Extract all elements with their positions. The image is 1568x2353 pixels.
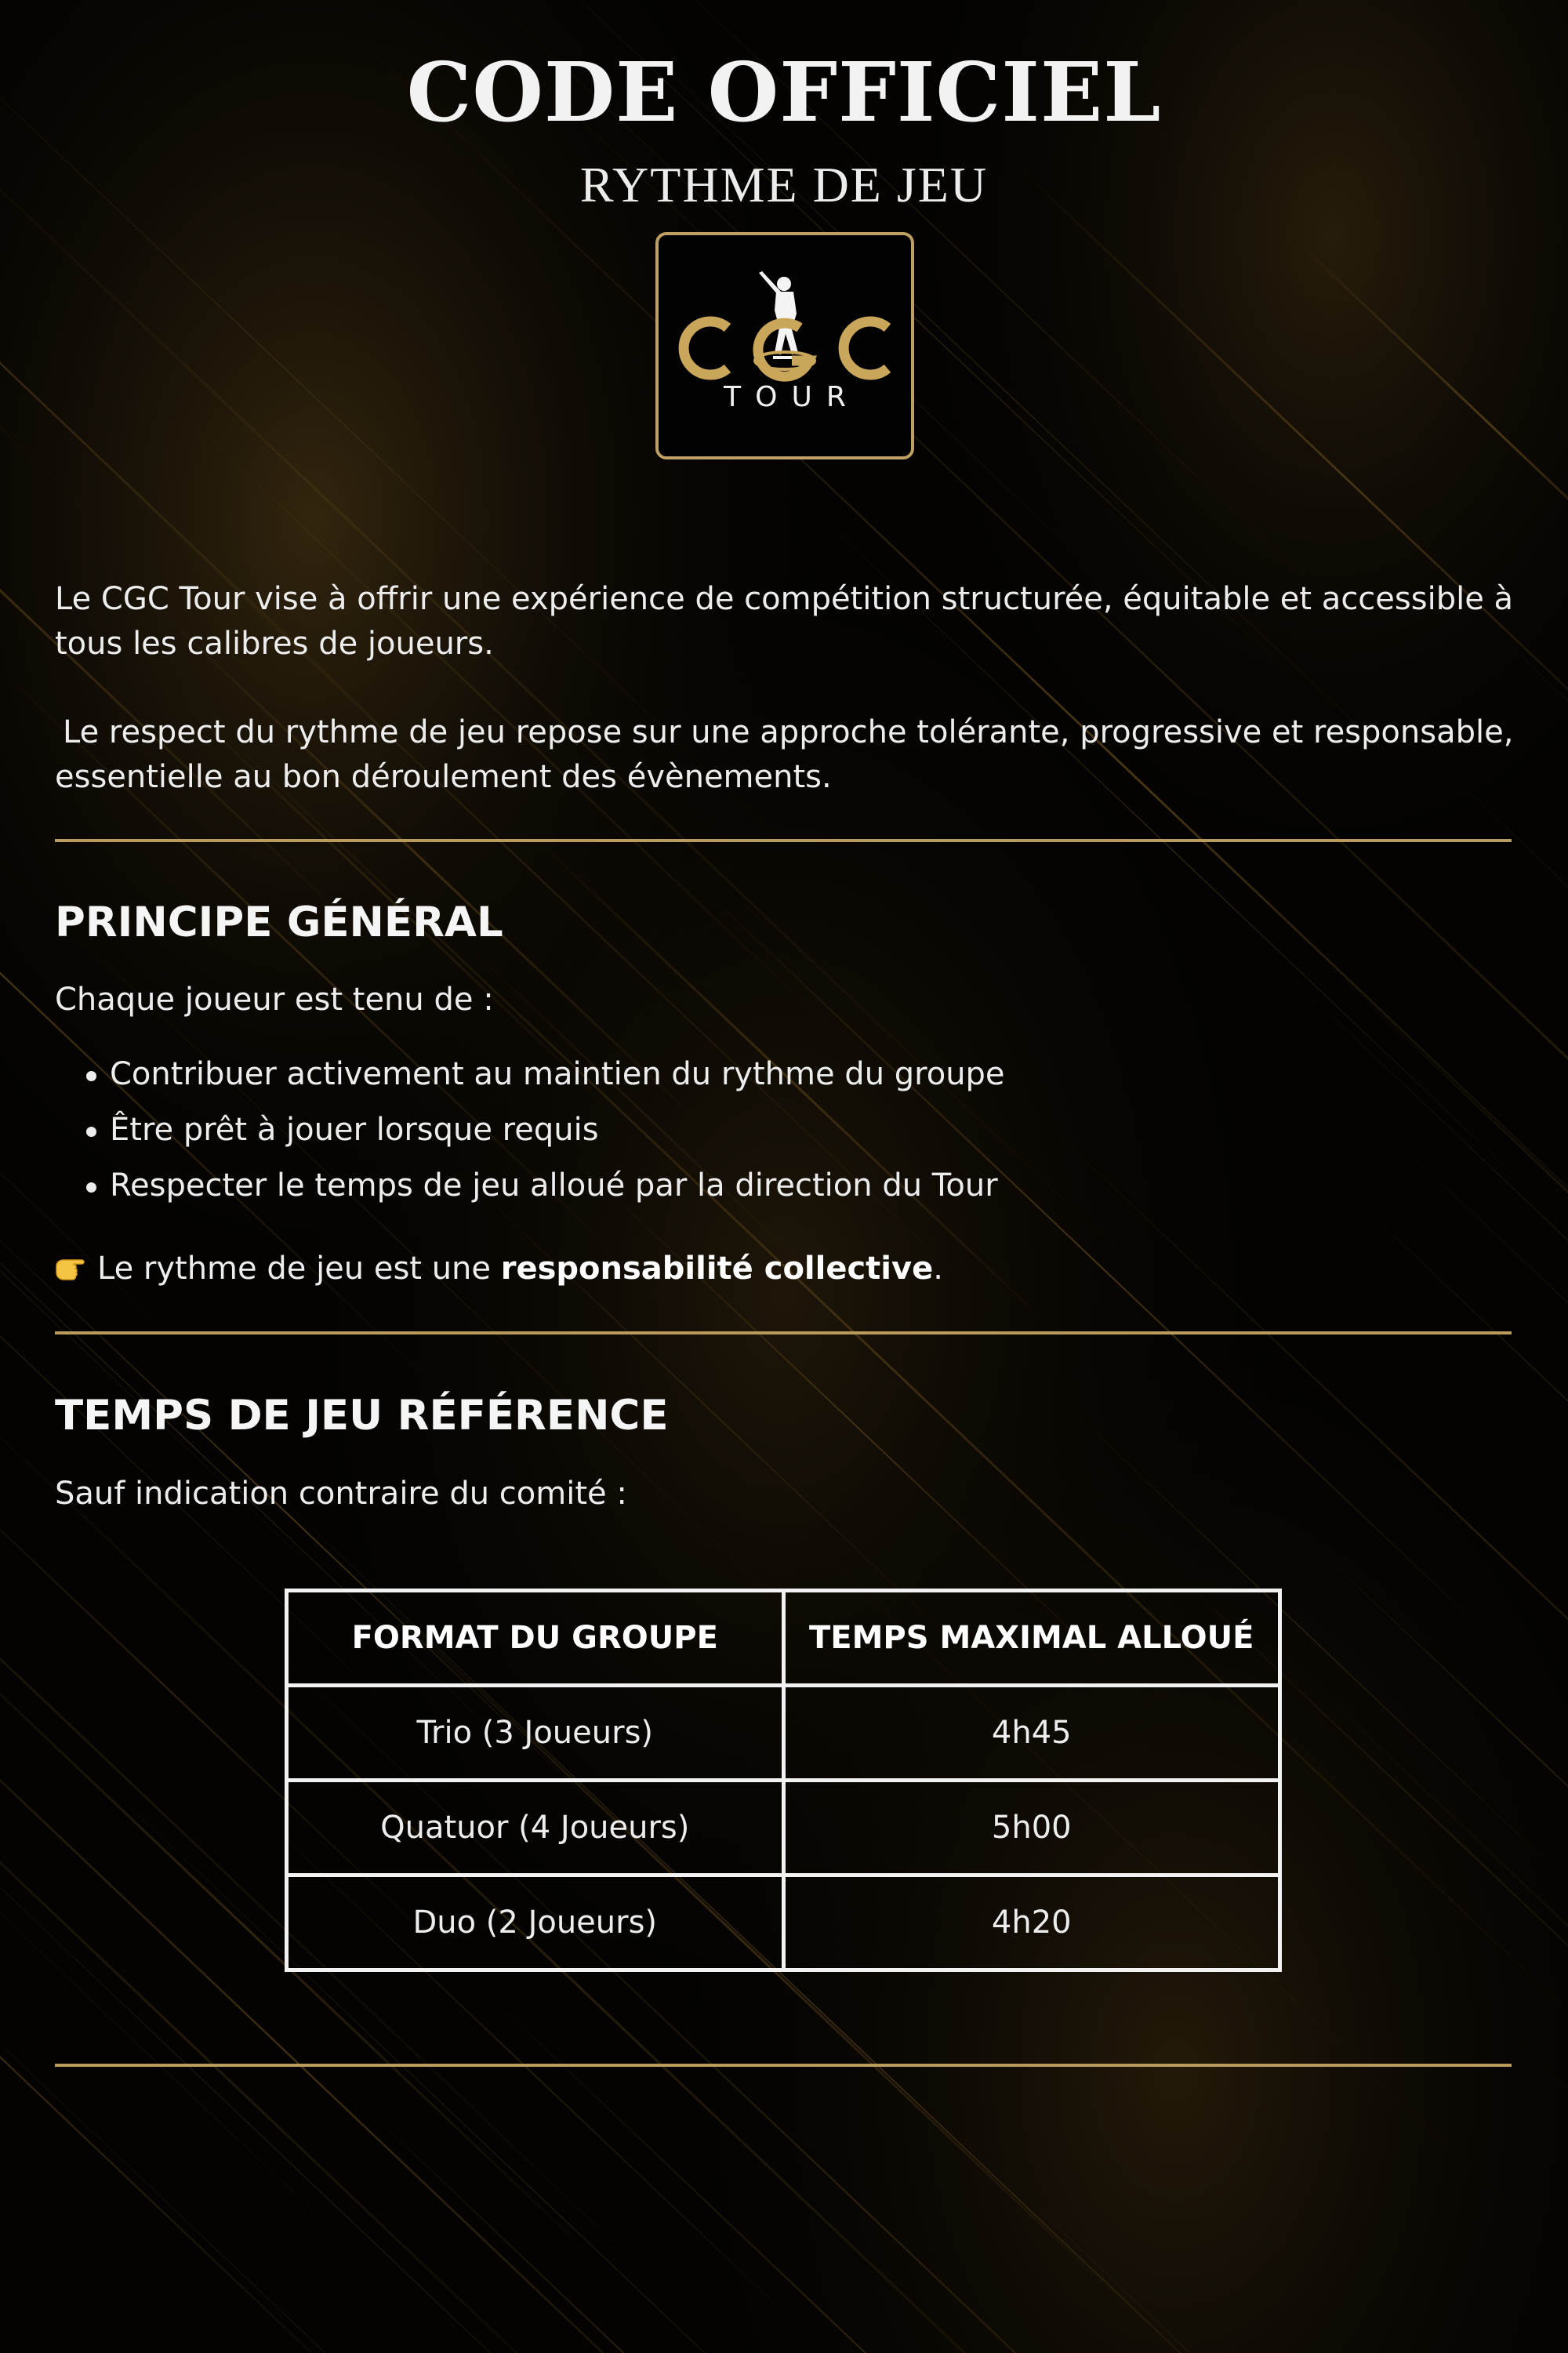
- section-heading-temps: TEMPS DE JEU RÉFÉRENCE: [55, 1392, 669, 1440]
- table-row: [287, 1781, 1280, 1876]
- callout-collective-responsibility: [55, 1247, 943, 1291]
- table-row: [287, 1876, 1280, 1970]
- column-header-temps: TEMPS MAXIMAL ALLOUÉ: [783, 1591, 1280, 1686]
- list-item: Être prêt à jouer lorsque requis: [55, 1102, 1005, 1158]
- page-title: CODE OFFICIEL: [406, 44, 1162, 140]
- cgc-tour-logo: [655, 232, 914, 459]
- principe-lead: Chaque joueur est tenu de :: [55, 982, 494, 1018]
- divider: [55, 1331, 1512, 1334]
- pointing-hand-icon: [55, 1254, 93, 1282]
- table-cell: 4h20: [783, 1876, 1280, 1970]
- callout-text-before: Le rythme de jeu est une: [97, 1251, 501, 1287]
- column-header-format: FORMAT DU GROUPE: [287, 1591, 784, 1686]
- table-cell: Trio (3 Joueurs): [287, 1686, 784, 1781]
- table-cell: Duo (2 Joueurs): [287, 1876, 784, 1970]
- intro-paragraph-2: Le respect du rythme de jeu repose sur une approche tolérante, progressive et responsable, essentielle au bon déroulement des évènements.: [55, 714, 1514, 795]
- table-header-row: [287, 1591, 1280, 1686]
- callout-text-after: .: [933, 1251, 943, 1287]
- temps-lead: Sauf indication contraire du comité :: [55, 1476, 627, 1512]
- reference-time-table: [285, 1589, 1282, 1972]
- logo-tour-word: TOUR: [724, 381, 860, 413]
- principe-bullet-list: [55, 1047, 1005, 1214]
- divider: [55, 2064, 1512, 2067]
- table-cell: 5h00: [783, 1781, 1280, 1876]
- list-item: Contribuer activement au maintien du rythme du groupe: [55, 1047, 1005, 1102]
- table-cell: 4h45: [783, 1686, 1280, 1781]
- page-subtitle: RYTHME DE JEU: [579, 157, 989, 212]
- table-row: [287, 1686, 1280, 1781]
- table-cell: Quatuor (4 Joueurs): [287, 1781, 784, 1876]
- intro-paragraph-1: Le CGC Tour vise à offrir une expérience de compétition structurée, équitable et accessible à tous les calibres de joueurs.: [55, 581, 1514, 662]
- list-item: Respecter le temps de jeu alloué par la direction du Tour: [55, 1158, 1005, 1214]
- golfer-logo-icon: [659, 235, 911, 456]
- section-heading-principe: PRINCIPE GÉNÉRAL: [55, 899, 503, 946]
- divider: [55, 839, 1512, 842]
- callout-bold-text: responsabilité collective: [500, 1251, 934, 1287]
